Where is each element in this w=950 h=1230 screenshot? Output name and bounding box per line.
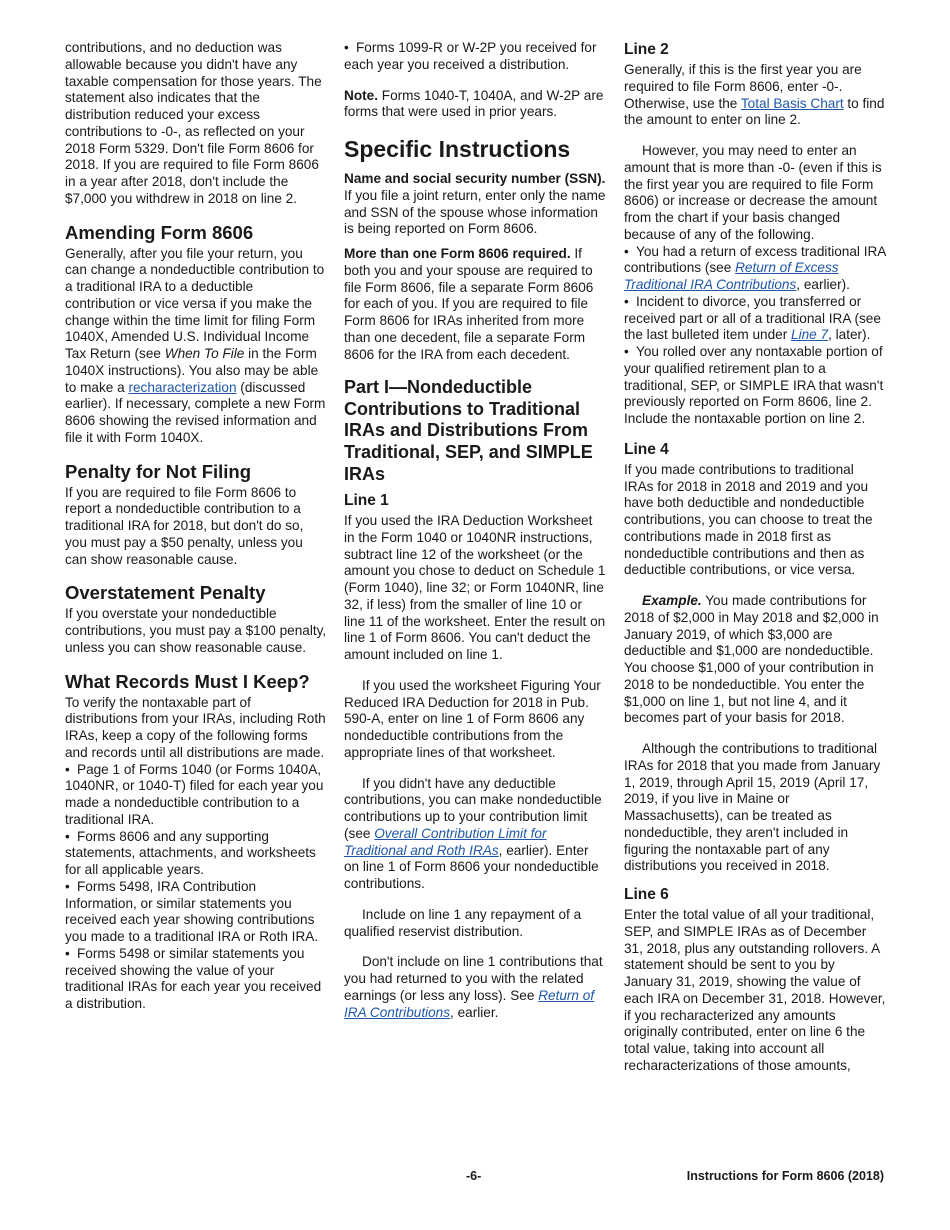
paragraph: If you made contributions to traditional IRAs for 2018 in 2018 and 2019 and you have both deductible and nondeductible contributions, you can choose to treat the contributions made in 2018 first as nondeductible contributions and then as deductible contributions, or vice versa. [624,461,873,578]
overall-contribution-limit-link[interactable]: Overall Contribution Limit for Traditional and Roth IRAs [344,825,547,858]
note: Note. Forms 1040-T, 1040A, and W-2P are forms that were used in prior years. [344,87,604,120]
heading-amending: Amending Form 8606 [65,221,254,243]
line-7-link[interactable]: Line 7 [791,327,829,343]
bullet-item: • You had a return of excess traditional IRA contributions (see Return of Excess Traditional IRA Contributions, earlier). [624,243,886,292]
paragraph: Generally, if this is the first year you are required to file Form 8606, enter -0-. Otherwise, use the Total Basis Chart to find the amount to enter on line 2. [624,62,885,128]
footer-title: Instructions for Form 8606 (2018) [686,1169,884,1183]
heading-line-1: Line 1 [344,492,389,510]
heading-line-2: Line 2 [624,41,669,58]
heading-overstatement: Overstatement Penalty [65,582,266,604]
paragraph: contributions, and no deduction was allowable because you didn't have any taxable compensation for those years. The statement also indicates that the distribution reduced your excess contributions to -0-, as reflected on your 2018 Form 5329. Don't file Form 8606 for 2018. If you are required to file Form 8606 in a year after 2018, don't include the $7,000 you withdrew in 2018 on line 2. [65,40,322,206]
column-2 [344,40,606,1035]
total-basis-chart-link[interactable]: Total Basis Chart [740,95,844,111]
column-1 [65,40,327,1013]
paragraph: Although the contributions to traditional IRAs for 2018 that you made from January 1, 2019, through April 15, 2019 (April 17, 2019, if you live in Maine or Massachusetts), can be treated as nondeductible, they aren't included in figuring the nontaxable part of any distributions you received in 2018. [624,741,881,874]
bullet-item: • Page 1 of Forms 1040 (or Forms 1040A, 1040NR, or 1040-T) filed for each year you made a nondeductible contribution to a traditional IRA. [65,761,324,827]
paragraph: If you used the worksheet Figuring Your Reduced IRA Deduction for 2018 in Pub. 590-A, enter on line 1 of Form 8606 any nondeductible contributions from the appropriate lines of that worksheet. [344,677,601,760]
return-of-ira-contributions-link[interactable]: Return of IRA Contributions [344,987,595,1020]
bullet-item: • Forms 1099-R or W-2P you received for each year you received a distribution. [344,40,597,72]
heading-part-1: Part I—Nondeductible Contributions to Traditional IRAs and Distributions From Traditional, SEP, and SIMPLE IRAs [344,377,593,484]
paragraph-amending: Generally, after you file your return, you can change a nondeductible contribution to a traditional IRA to a deductible contribution or vice versa if you make the change within the time limit for filing Form 1040X, Amended U.S. Individual Income Tax Return (see When To File in the Form 1040X instructions). You also may be able to make a recharacterization (discussed earlier). If necessary, complete a new Form 8606 showing the revised information and file it with Form 1040X. [65,245,326,445]
bullet-item: • You rolled over any nontaxable portion of your qualified retirement plan to a traditional, SEP, or SIMPLE IRA that wasn't previously reported on Form 8606, line 2. Include the nontaxable portion on line 2. [624,344,884,426]
paragraph-penalty: If you are required to file Form 8606 to report a nondeductible contribution to a traditional IRA for 2018, but don't do so, you must pay a $50 penalty, unless you can show reasonable cause. [65,484,304,567]
paragraph: If you didn't have any deductible contributions, you can make nondeductible contributions up to your contribution limit (see Overall Contribution Limit for Traditional and Roth IRAs, earlier). Enter on line 1 of Form 8606 your nondeductible contributions. [344,775,602,892]
paragraph-example: Example. You made contributions for 2018 of $2,000 in May 2018 and $2,000 in January 2019, of which $3,000 are deductible and $1,000 are nondeductible. You choose $1,000 of your contribution in 2018 to be nondeductible. You enter the $1,000 on line 1, but not line 4, and it becomes part of your basis for 2018. [624,593,879,726]
paragraph-more-than-one: More than one Form 8606 required. If both you and your spouse are required to file Form 8606, file a separate Form 8606 for each of you. If you are required to file Form 8606 for IRAs inherited from more than one decedent, file a separate Form 8606 for the IRA from each decedent. [344,246,594,362]
bullet-item: • Forms 5498, IRA Contribution Information, or similar statements you received each year showing contributions you made to a traditional IRA or Roth IRA. [65,878,319,944]
column-3 [624,40,886,1089]
paragraph: Include on line 1 any repayment of a qualified reservist distribution. [344,906,582,939]
paragraph-ssn: Name and social security number (SSN). If you file a joint return, enter only the name and SSN of the spouse whose information is being reported on Form 8606. [344,171,606,237]
heading-line-6: Line 6 [624,886,669,903]
heading-records: What Records Must I Keep? [65,670,310,692]
heading-specific-instructions: Specific Instructions [344,136,571,162]
bullet-item: • Forms 5498 or similar statements you received showing the value of your traditional IRAs for each year you received a distribution. [65,945,322,1011]
return-of-excess-contributions-link[interactable]: Return of Excess Traditional IRA Contributions [624,260,839,292]
recharacterization-link[interactable]: recharacterization [128,379,237,395]
paragraph: Enter the total value of all your traditional, SEP, and SIMPLE IRAs as of December 31, 2018, plus any outstanding rollovers. A statement should be sent to you by January 31, 2019, showing the value of each IRA on December 31, 2018. However, if you recharacterized any amounts originally contributed, enter on line 6 the total value, taking into account all recharacterizations of those amounts, [624,907,886,1073]
heading-line-4: Line 4 [624,440,669,458]
page-number: -6- [466,1169,482,1183]
paragraph-overstatement: If you overstate your nondeductible contributions, you must pay a $100 penalty, unless you can show reasonable cause. [65,606,327,655]
paragraph: However, you may need to enter an amount that is more than -0- (even if this is the first year you are required to file Form 8606) or increase or decrease the amount from the chart if your basis changed because of any of the following. [624,143,882,242]
bullet-item: • Incident to divorce, you transferred or received part or all of a traditional IRA (see the last bulleted item under Line 7, later). [624,293,881,343]
paragraph: If you used the IRA Deduction Worksheet in the Form 1040 or 1040NR instructions, subtract line 12 of the worksheet (or the amount you chose to deduct on Schedule 1 (Form 1040), line 32; or Form 1040NR, line 32, if less) from the smaller of line 10 or line 11 of the worksheet. Enter the result on line 1 of Form 8606. You can't deduct the amount included on line 1. [344,513,606,663]
paragraph-records: To verify the nontaxable part of distributions from your IRAs, including Roth IRAs, keep a copy of the following forms and records until all distributions are made. [65,694,326,760]
bullet-item: • Forms 8606 and any supporting statements, attachments, and worksheets for all applicable years. [65,828,316,877]
heading-penalty: Penalty for Not Filing [65,460,252,482]
paragraph: Don't include on line 1 contributions that you had returned to you with the related earnings (or less any loss). See Return of IRA Contributions, earlier. [344,954,603,1020]
